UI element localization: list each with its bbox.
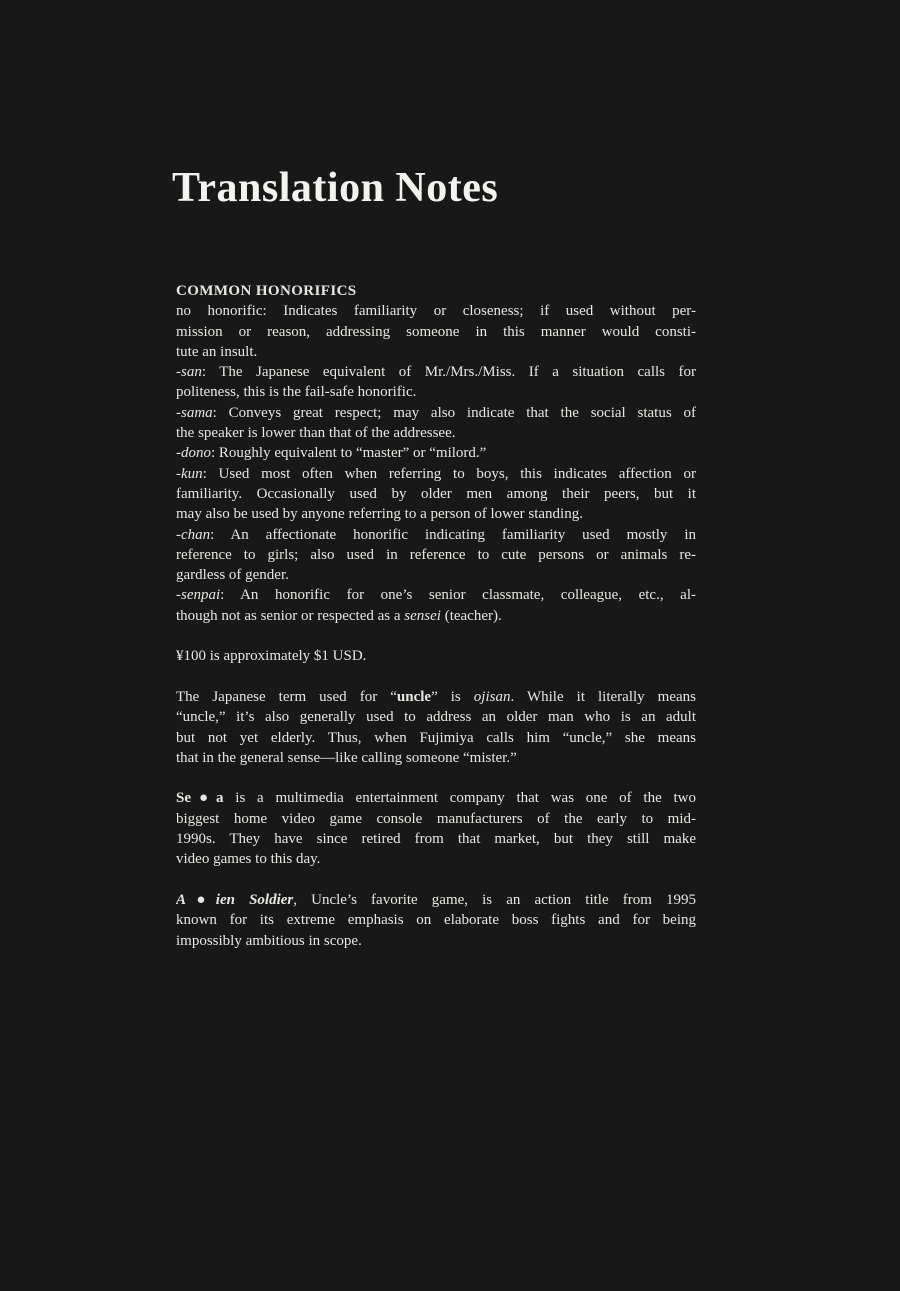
text-line	[176, 281, 696, 301]
text-line	[176, 890, 696, 910]
text-line	[176, 362, 696, 382]
text-run: 1990s. They have since retired from that market, but they still make	[176, 831, 696, 848]
paragraph	[176, 443, 696, 463]
text-run: -san	[176, 364, 202, 381]
text-line	[176, 403, 696, 423]
section-heading	[176, 281, 696, 301]
text-run: gardless of gender.	[176, 567, 289, 584]
text-run: known for its extreme emphasis on elaborate boss fights and for being	[176, 912, 696, 929]
text-run: -sama	[176, 404, 213, 421]
text-run: uncle	[396, 688, 432, 705]
text-run: that in the general sense—like calling someone “mister.”	[176, 749, 517, 766]
paragraph	[176, 464, 696, 525]
text-run: mission or reason, addressing someone in this manner would consti-	[176, 323, 696, 340]
text-run: is a multimedia entertainment company that was one of the two	[223, 790, 696, 807]
text-run: : Roughly equivalent to “master” or “milord.”	[211, 445, 487, 462]
text-line	[176, 464, 696, 484]
text-line	[176, 606, 696, 626]
text-run: : Used most often when referring to boys, this indicates affection or	[202, 465, 696, 482]
text-line	[176, 931, 696, 951]
text-run: A●ien Soldier	[176, 891, 294, 908]
text-line	[176, 322, 696, 342]
paragraph	[176, 585, 696, 626]
text-run: but not yet elderly. Thus, when Fujimiya calls him “uncle,” she means	[176, 729, 696, 746]
text-line	[176, 301, 696, 321]
text-run: may also be used by anyone referring to a person of lower standing.	[176, 506, 583, 523]
text-line	[176, 788, 696, 808]
paragraph	[176, 301, 696, 362]
text-run: -chan	[176, 526, 211, 543]
text-run: : Conveys great respect; may also indicate that the social status of	[212, 404, 696, 421]
paragraph	[176, 890, 696, 951]
text-run: . While it literally means	[510, 688, 696, 705]
text-run: no honorific: Indicates familiarity or closeness; if used without per-	[176, 303, 696, 320]
text-run: biggest home video game console manufacturers of the early to mid-	[176, 810, 696, 827]
paragraph	[176, 525, 696, 586]
text-run: “uncle,” it’s also generally used to address an older man who is an adult	[176, 709, 696, 726]
content-column	[176, 281, 696, 951]
text-run: though not as senior or respected as a	[176, 607, 405, 624]
text-run: video games to this day.	[176, 851, 321, 868]
text-run: : An honorific for one’s senior classmate, colleague, etc., al-	[220, 587, 696, 604]
text-line	[176, 504, 696, 524]
text-run: The Japanese term used for “	[176, 688, 397, 705]
text-run: (teacher).	[440, 607, 502, 624]
text-line	[176, 849, 696, 869]
text-run: -senpai	[176, 587, 221, 604]
text-run: tute an insult.	[176, 343, 258, 360]
text-line	[176, 423, 696, 443]
text-line	[176, 646, 696, 666]
text-line	[176, 809, 696, 829]
text-run: -kun	[176, 465, 203, 482]
text-run: politeness, this is the fail-safe honorific.	[176, 384, 417, 401]
text-run: sensei	[404, 607, 441, 624]
paragraph	[176, 687, 696, 768]
paragraph	[176, 788, 696, 869]
paragraph	[176, 362, 696, 403]
text-line	[176, 525, 696, 545]
text-line	[176, 382, 696, 402]
text-run: the speaker is lower than that of the addressee.	[176, 425, 456, 442]
text-run: ojisan	[473, 688, 511, 705]
text-line	[176, 585, 696, 605]
text-run: Se●a	[176, 790, 224, 807]
text-line	[176, 748, 696, 768]
paragraph	[176, 403, 696, 444]
text-run: ¥100 is approximately $1 USD.	[176, 648, 367, 665]
text-run: -dono	[176, 445, 211, 462]
paragraph	[176, 646, 696, 666]
text-run: reference to girls; also used in reference to cute persons or animals re-	[176, 546, 696, 563]
text-line	[176, 829, 696, 849]
text-line	[176, 545, 696, 565]
text-run: ” is	[431, 688, 474, 705]
text-run: : The Japanese equivalent of Mr./Mrs./Miss. If a situation calls for	[201, 364, 696, 381]
text-line	[176, 342, 696, 362]
text-line	[176, 484, 696, 504]
text-line	[176, 707, 696, 727]
text-line	[176, 728, 696, 748]
text-run: familiarity. Occasionally used by older men among their peers, but it	[176, 485, 696, 502]
text-line	[176, 443, 696, 463]
text-line	[176, 910, 696, 930]
text-run: COMMON HONORIFICS	[176, 283, 357, 299]
text-run: , Uncle’s favorite game, is an action title from 1995	[293, 891, 696, 908]
text-line	[176, 687, 696, 707]
text-run: : An affectionate honorific indicating familiarity used mostly in	[210, 526, 696, 543]
page-title: Translation Notes	[172, 165, 499, 212]
text-run: impossibly ambitious in scope.	[176, 932, 362, 949]
text-line	[176, 565, 696, 585]
